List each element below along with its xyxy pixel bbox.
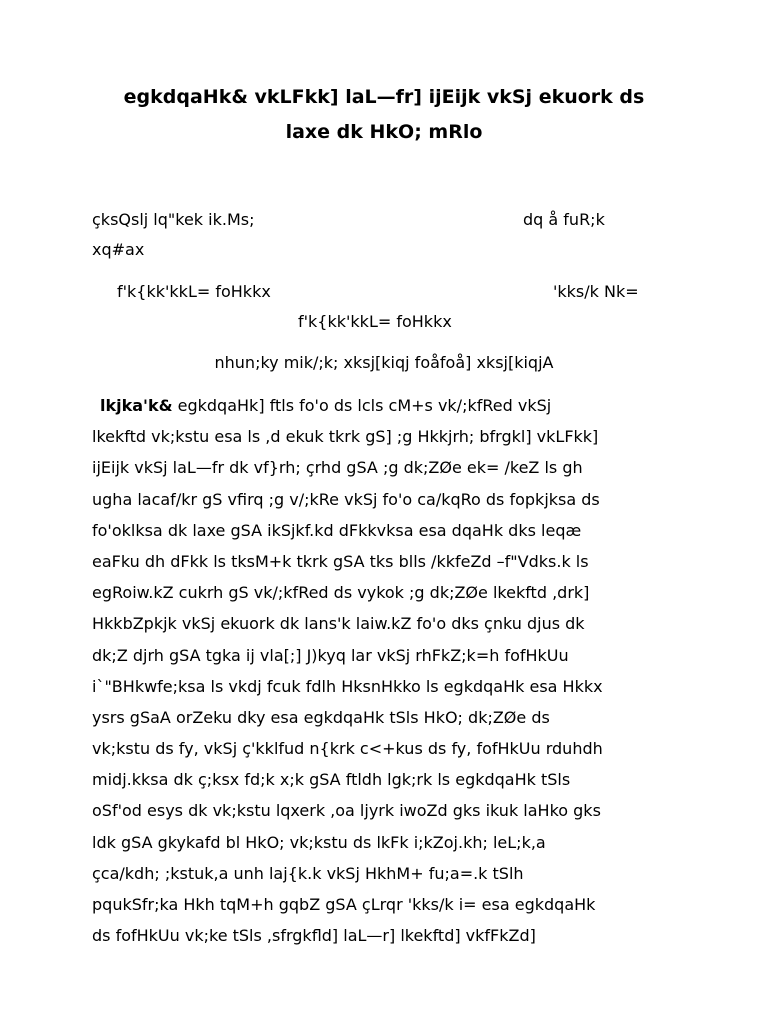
author-2-department: f'k{kk'kkL= foHkkx bbox=[298, 312, 452, 331]
author-1-department: f'k{kk'kkL= foHkkx bbox=[117, 282, 271, 301]
abstract-line: ijEijk vkSj laL—fr dk vf}rh; çrhd gSA ;g dk;ZØe ek= /keZ ls gh bbox=[92, 458, 583, 478]
abstract-line: ds fofHkUu vk;ke tSls ,sfrgkfld] laL—r] lkekftd] vkfFkZd] bbox=[92, 926, 536, 946]
abstract-line: lkekftd vk;kstu esa ls ,d ekuk tkrk gS] ;g Hkkjrh; bfrgkl] vkLFkk] bbox=[92, 427, 599, 447]
abstract-line: vk;kstu ds fy, vkSj ç'kklfud n{krk c<+kus ds fy, fofHkUu rduhdh bbox=[92, 739, 603, 759]
abstract-line: HkkbZpkjk vkSj ekuork dk lans'k laiw.kZ fo'o dks çnku djus dk bbox=[92, 614, 585, 634]
abstract-first-line: egkdqaHk] ftls fo'o ds lcls cM+s vk/;kfRed vkSj bbox=[172, 396, 552, 415]
abstract-line: dk;Z djrh gSA tgka ij vla[;] J)kyq lar vkSj rhFkZ;k=h fofHkUu bbox=[92, 645, 569, 665]
abstract-line: fo'oklksa dk laxe gSA ikSjkf.kd dFkkvksa esa dqaHk dks leqæ bbox=[92, 520, 582, 540]
abstract bbox=[92, 390, 682, 951]
abstract-line: pqukSfr;ka Hkh tqM+h gqbZ gSA çLrqr 'kks/k i= esa egkdqaHk bbox=[92, 895, 596, 914]
abstract-line: egRoiw.kZ cukrh gS vk/;kfRed ds vykok ;g dk;ZØe lkekftd ,drk] bbox=[92, 583, 590, 603]
abstract-line: eaFku dh dFkk ls tksM+k tkrk gSA tks blls /kkfeZd –f"Vdks.k ls bbox=[92, 551, 589, 571]
abstract-line: çca/kdh; ;kstuk,a unh laj{k.k vkSj HkhM+ fu;a=.k tSlh bbox=[92, 863, 524, 883]
abstract-label: lkjka'k& bbox=[100, 396, 173, 415]
abstract-line: ysrs gSaA orZeku dky esa egkdqaHk tSls HkO; dk;ZØe ds bbox=[92, 707, 550, 727]
affiliation: nhun;ky mik/;k; xksj[kiqj foåfoå] xksj[kiqjA bbox=[214, 353, 554, 372]
author-2-name: dq å fuR;k bbox=[523, 210, 605, 229]
abstract-line: midj.kksa dk ç;ksx fd;k x;k gSA ftldh lgk;rk ls egkdqaHk tSls bbox=[92, 770, 571, 790]
abstract-line: i`"BHkwfe;ksa ls vkdj fcuk fdlh HksnHkko ls egkdqaHk esa Hkkx bbox=[92, 676, 603, 696]
author-2-title: 'kks/k Nk= bbox=[553, 282, 639, 301]
abstract-line: oSf'od esys dk vk;kstu lqxerk ,oa ljyrk iwoZd gks ikuk laHko gks bbox=[92, 801, 601, 821]
title-line-1: egkdqaHk& vkLFkk] laL—fr] ijEijk vkSj ekuork ds bbox=[123, 86, 645, 108]
abstract-line bbox=[92, 390, 682, 421]
abstract-line: ldk gSA gkykafd bl HkO; vk;kstu ds lkFk i;kZoj.kh; leL;k,a bbox=[92, 832, 546, 852]
author-1-title: xq#ax bbox=[92, 240, 145, 259]
title-line-2: laxe dk HkO; mRlo bbox=[285, 121, 483, 143]
author-1-name: çksQslj lq"kek ik.Ms; bbox=[92, 210, 255, 229]
abstract-line: ugha lacaf/kr gS vfirq ;g v/;kRe vkSj fo'o ca/kqRo ds fopkjksa ds bbox=[92, 489, 600, 509]
